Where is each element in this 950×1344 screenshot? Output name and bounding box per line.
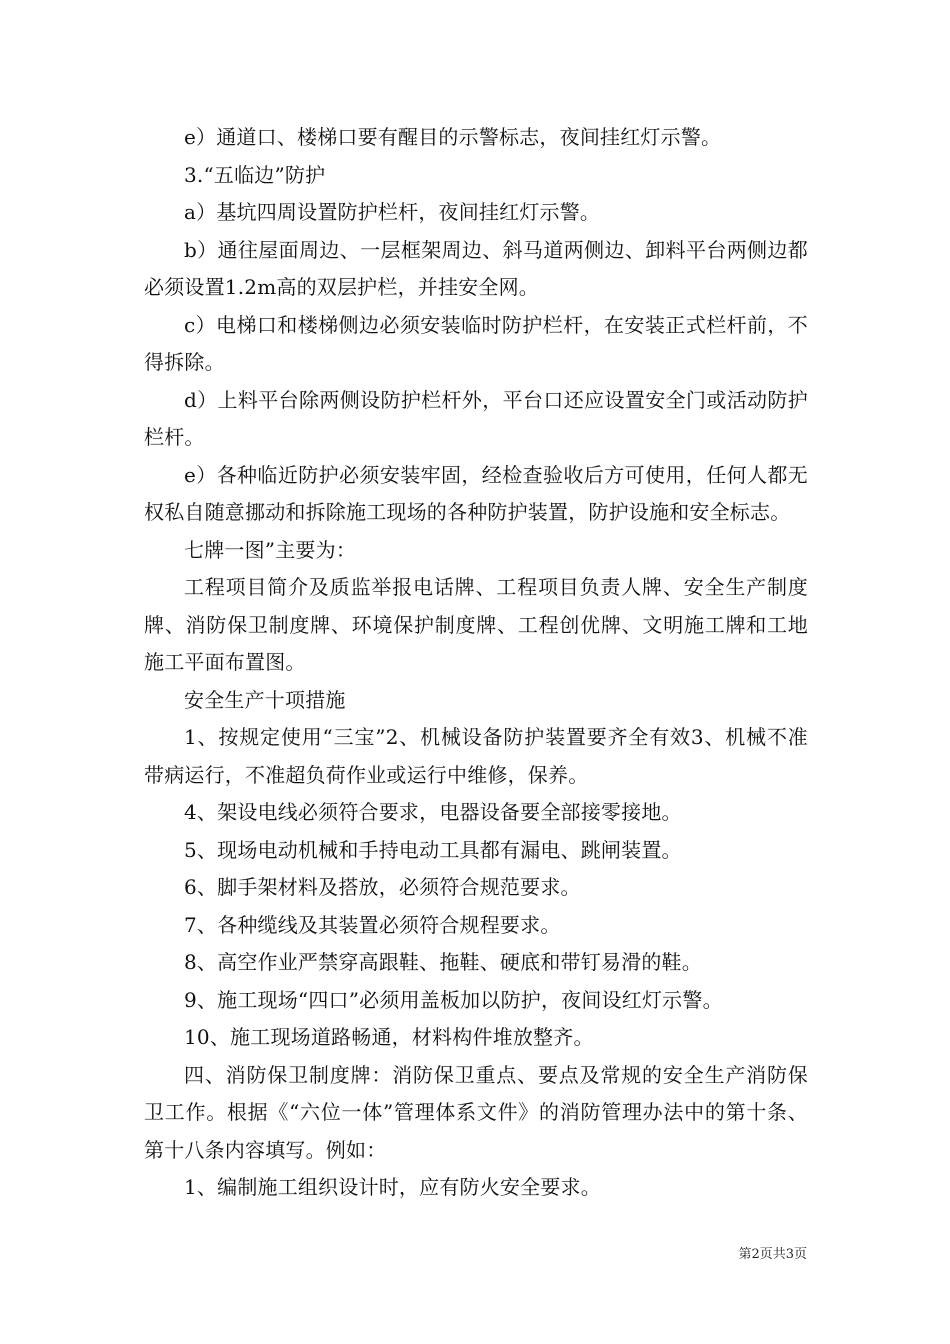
paragraph: 1、按规定使用“三宝”2、机械设备防护装置要齐全有效3、机械不准带病运行，不准超负荷作业或运行中维修，保养。 xyxy=(144,725,808,787)
paragraph: 7、各种缆线及其装置必须符合规程要求。 xyxy=(184,912,561,937)
paragraph: 四、消防保卫制度牌：消防保卫重点、要点及常规的安全生产消防保卫工作。根据《“六位一体”管理体系文件》的消防管理办法中的第十条、第十八条内容填写。例如： xyxy=(144,1062,808,1162)
paragraph: 8、高空作业严禁穿高跟鞋、拖鞋、硬底和带钉易滑的鞋。 xyxy=(184,950,702,974)
paragraph: d）上料平台除两侧设防护栏杆外，平台口还应设置安全门或活动防护栏杆。 xyxy=(144,387,808,449)
paragraph: 七牌一图”主要为： xyxy=(184,537,357,562)
paragraph: 6、脚手架材料及搭放，必须符合规范要求。 xyxy=(184,875,581,899)
paragraph: 3.“五临边”防护 xyxy=(184,162,326,187)
paragraph: 安全生产十项措施 xyxy=(184,687,346,712)
paragraph: e）各种临近防护必须安装牢固，经检查验收后方可使用，任何人都无权私自随意挪动和拆除施工现场的各种防护装置，防护设施和安全标志。 xyxy=(144,462,808,524)
paragraph: 1、编制施工组织设计时，应有防火安全要求。 xyxy=(184,1175,601,1199)
paragraph: 5、现场电动机械和手持电动工具都有漏电、跳闸装置。 xyxy=(184,837,682,862)
paragraph: a）基坑四周设置防护栏杆，夜间挂红灯示警。 xyxy=(184,200,601,224)
paragraph: 10、施工现场道路畅通，材料构件堆放整齐。 xyxy=(184,1025,594,1049)
paragraph: 工程项目简介及质监举报电话牌、工程项目负责人牌、安全生产制度牌、消防保卫制度牌、环境保护制度牌、工程创优牌、文明施工牌和工地施工平面布置图。 xyxy=(144,575,808,674)
paragraph: b）通往屋面周边、一层框架周边、斜马道两侧边、卸料平台两侧边都必须设置1.2m高的双层护栏，并挂安全网。 xyxy=(144,237,808,299)
paragraph: 4、架设电线必须符合要求，电器设备要全部接零接地。 xyxy=(184,800,682,824)
document-body xyxy=(144,119,808,1207)
paragraph: e）通道口、楼梯口要有醒目的示警标志，夜间挂红灯示警。 xyxy=(184,125,722,149)
page-number-footer: 第2页共3页 xyxy=(738,1247,807,1262)
paragraph: 9、施工现场“四口”必须用盖板加以防护，夜间设红灯示警。 xyxy=(184,987,723,1012)
paragraph: c）电梯口和楼梯侧边必须安装临时防护栏杆，在安装正式栏杆前，不得拆除。 xyxy=(144,312,808,374)
